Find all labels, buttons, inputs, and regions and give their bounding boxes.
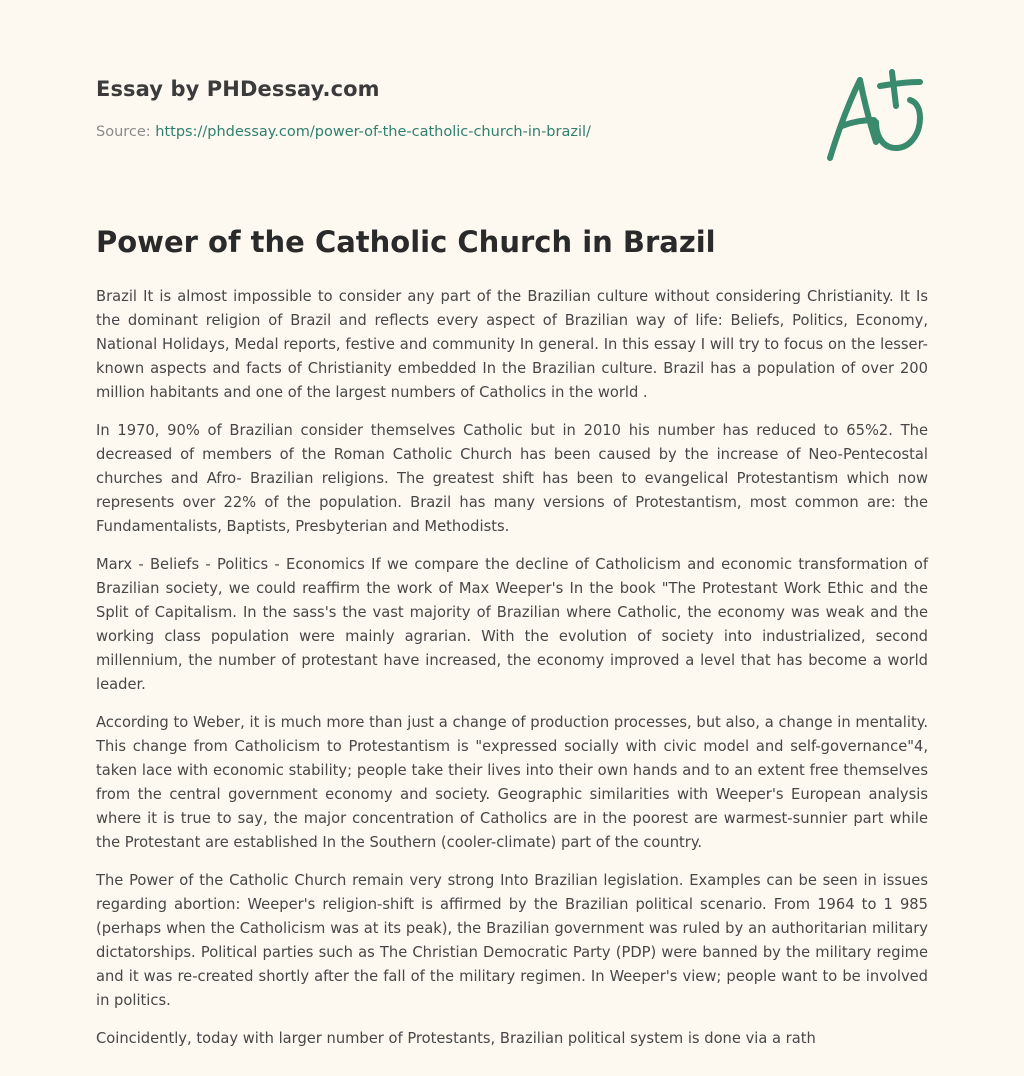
- source-label: Source:: [96, 124, 151, 140]
- essay-page: [96, 0, 928, 1076]
- essay-paragraph: The Power of the Catholic Church remain very strong Into Brazilian legislation. Examples can be seen in issues regarding abortion: Weeper's religion-shift is affirmed by the Brazilian political scenario. From 1964 to 1 985 (perhaps when the Catholicism was at its peak), the Brazilian government was ruled by an authoritarian military dictatorships. Political parties such as The Christian Democratic Party (PDP) were banned by the military regime and it was re-created shortly after the fall of the military regimen. In Weeper's view; people want to be involved in politics.: [96, 872, 928, 1009]
- essay-paragraph: According to Weber, it is much more than just a change of production processes, but also, a change in mentality. This change from Catholicism to Protestantism is "expressed socially with civic model and self-governance"4, taken lace with economic stability; people take their lives into their own hands and to an extent free themselves from the central government economy and society. Geographic similarities with Weeper's European analysis where it is true to say, the major concentration of Catholics are in the poorest are warmest-sunnier part while the Protestant are established In the Southern (cooler-climate) part of the country.: [96, 714, 928, 851]
- source-line: [96, 124, 591, 140]
- source-link[interactable]: https://phdessay.com/power-of-the-catholic-church-in-brazil/: [155, 124, 591, 140]
- essay-paragraph: In 1970, 90% of Brazilian consider themselves Catholic but in 2010 his number has reduced to 65%2. The decreased of members of the Roman Catholic Church has been caused by the increase of Neo-Pentecostal churches and Afro- Brazilian religions. The greatest shift has been to evangelical Protestantism which now represents over 22% of the population. Brazil has many versions of Protestantism, most common are: the Fundamentalists, Baptists, Presbyterian and Methodists.: [96, 422, 928, 535]
- essay-paragraph: Coincidently, today with larger number of Protestants, Brazilian political system is done via a rath: [96, 1030, 816, 1047]
- site-brand: Essay by PHDessay.com: [96, 77, 380, 101]
- essay-title: Power of the Catholic Church in Brazil: [96, 225, 716, 259]
- a-plus-icon: [824, 66, 928, 166]
- essay-paragraph: Marx - Beliefs - Politics - Economics If we compare the decline of Catholicism and economic transformation of Brazilian society, we could reaffirm the work of Max Weeper's In the book "The Protestant Work Ethic and the Split of Capitalism. In the sass's the vast majority of Brazilian where Catholic, the economy was weak and the working class population were mainly agrarian. With the evolution of society into industrialized, second millennium, the number of protestant have increased, the economy improved a level that has become a world leader.: [96, 556, 928, 693]
- essay-paragraph: Brazil It is almost impossible to consider any part of the Brazilian culture without considering Christianity. It Is the dominant religion of Brazil and reflects every aspect of Brazilian way of life: Beliefs, Politics, Economy, National Holidays, Medal reports, festive and community In general. In this essay I will try to focus on the lesser-known aspects and facts of Christianity embedded In the Brazilian culture. Brazil has a population of over 200 million habitants and one of the largest numbers of Catholics in the world .: [96, 288, 928, 401]
- essay-body: [96, 285, 928, 1065]
